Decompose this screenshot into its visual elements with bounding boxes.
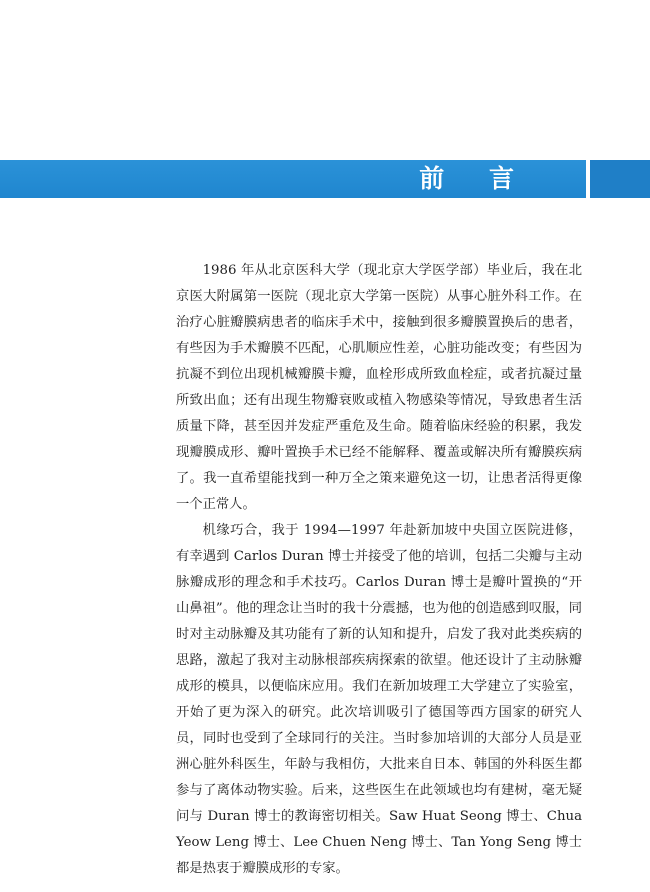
paragraph-2: 机缘巧合，我于 1994—1997 年赴新加坡中央国立医院进修，有幸遇到 Carlos Duran 博士并接受了他的培训，包括二尖瓣与主动脉瓣成形的理念和手术技巧。Carlos Duran 博士是瓣叶置换的“开山鼻祖”。他的理念让当时的我十分震撼，也为他的创造感到叹服，同时对主动脉瓣及其功能有了新的认知和提升，启发了我对此类疾病的思路，激起了我对主动脉根部疾病探索的欲望。他还设计了主动脉瓣成形的模具，以便临床应用。我们在新加坡理工大学建立了实验室，开始了更为深入的研究。此次培训吸引了德国等西方国家的研究人员，同时也受到了全球同行的关注。当时参加培训的大部分人员是亚洲心脏外科医生，年龄与我相仿，大批来自日本、韩国的外科医生都参与了离体动物实验。后来，这些医生在此领域也均有建树，毫无疑问与 Duran 博士的教诲密切相关。Saw Huat Seong 博士、Chua Yeow Leng 博士、Lee Chuen Neng 博士、Tan Yong Seng 博士都是热衷于瓣膜成形的专家。 — [176, 523, 582, 876]
body-text — [176, 258, 582, 882]
header-accent-block — [590, 160, 650, 198]
page-title: 前 言 — [419, 164, 532, 193]
header-banner — [0, 160, 586, 198]
paragraph-1: 1986 年从北京医科大学（现北京大学医学部）毕业后，我在北京医大附属第一医院（现北京大学第一医院）从事心脏外科工作。在治疗心脏瓣膜病患者的临床手术中，接触到很多瓣膜置换后的患者，有些因为手术瓣膜不匹配，心肌顺应性差，心脏功能改变；有些因为抗凝不到位出现机械瓣膜卡瓣，血栓形成所致血栓症，或者抗凝过量所致出血；还有出现生物瓣衰败或植入物感染等情况，导致患者生活质量下降，甚至因并发症严重危及生命。随着临床经验的积累，我发现瓣膜成形、瓣叶置换手术已经不能解释、覆盖或解决所有瓣膜疾病了。我一直希望能找到一种万全之策来避免这一切，让患者活得更像一个正常人。 — [176, 263, 582, 512]
